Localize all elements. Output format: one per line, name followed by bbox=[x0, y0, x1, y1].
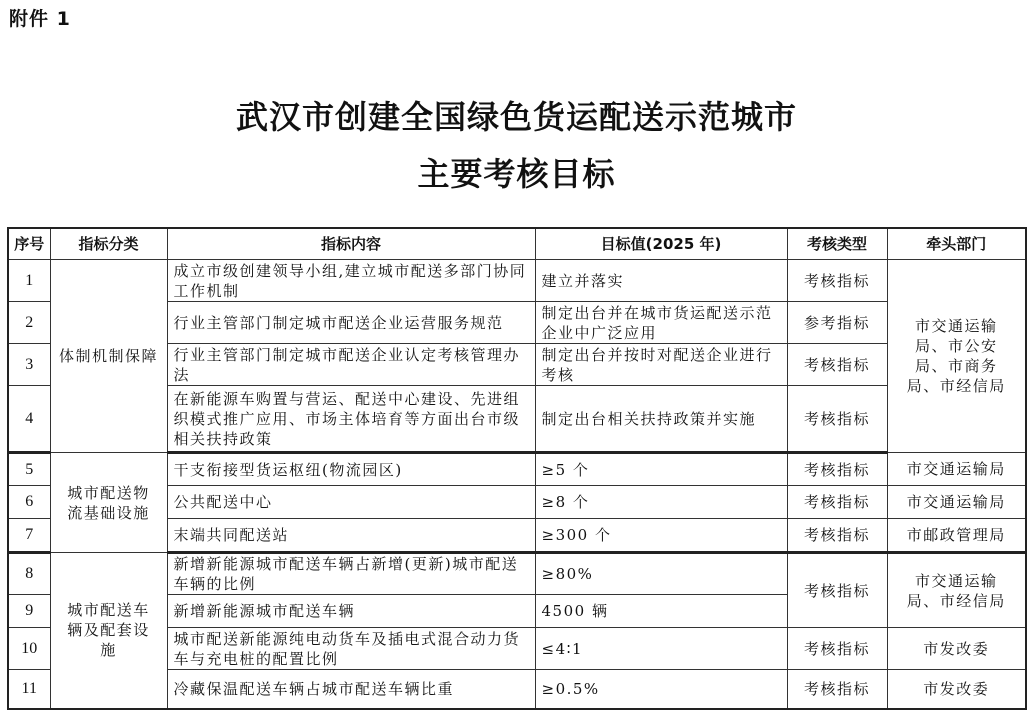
target-cell: 制定出台相关扶持政策并实施 bbox=[535, 386, 787, 453]
document-title: 武汉市创建全国绿色货运配送示范城市 bbox=[235, 98, 797, 136]
row-no: 8 bbox=[8, 553, 50, 595]
row-no: 9 bbox=[8, 595, 50, 628]
row-no: 10 bbox=[8, 628, 50, 670]
content-cell: 新增新能源城市配送车辆 bbox=[167, 595, 535, 628]
department-cell: 市发改委 bbox=[887, 628, 1026, 670]
content-cell: 成立市级创建领导小组,建立城市配送多部门协同工作机制 bbox=[167, 260, 535, 302]
document-subtitle: 主要考核目标 bbox=[417, 155, 616, 193]
type-cell: 考核指标 bbox=[787, 553, 887, 628]
row-no: 7 bbox=[8, 519, 50, 553]
target-cell: ≥8 个 bbox=[535, 486, 787, 519]
row-no: 6 bbox=[8, 486, 50, 519]
category-cell: 城市配送物流基础设施 bbox=[50, 453, 167, 553]
row-no: 4 bbox=[8, 386, 50, 453]
content-cell: 行业主管部门制定城市配送企业运营服务规范 bbox=[167, 302, 535, 344]
assessment-targets-table bbox=[7, 227, 1027, 710]
content-cell: 在新能源车购置与营运、配送中心建设、先进组织模式推广应用、市场主体培育等方面出台市级相关扶持政策 bbox=[167, 386, 535, 453]
header-target: 目标值(2025 年) bbox=[535, 228, 787, 260]
department-cell: 市发改委 bbox=[887, 670, 1026, 709]
table-row bbox=[8, 553, 1026, 595]
header-content: 指标内容 bbox=[167, 228, 535, 260]
department-cell: 市交通运输局 bbox=[887, 453, 1026, 486]
header-department: 牵头部门 bbox=[887, 228, 1026, 260]
target-cell: 4500 辆 bbox=[535, 595, 787, 628]
header-type: 考核类型 bbox=[787, 228, 887, 260]
type-cell: 考核指标 bbox=[787, 344, 887, 386]
department-cell: 市交通运输局、市公安局、市商务局、市经信局 bbox=[887, 260, 1026, 453]
target-cell: ≥5 个 bbox=[535, 453, 787, 486]
table-row bbox=[8, 260, 1026, 302]
target-cell: ≥80% bbox=[535, 553, 787, 595]
target-cell: 建立并落实 bbox=[535, 260, 787, 302]
target-cell: 制定出台并按时对配送企业进行考核 bbox=[535, 344, 787, 386]
table-row bbox=[8, 453, 1026, 486]
type-cell: 考核指标 bbox=[787, 260, 887, 302]
content-cell: 城市配送新能源纯电动货车及插电式混合动力货车与充电桩的配置比例 bbox=[167, 628, 535, 670]
content-cell: 干支衔接型货运枢纽(物流园区) bbox=[167, 453, 535, 486]
type-cell: 考核指标 bbox=[787, 519, 887, 553]
header-no: 序号 bbox=[8, 228, 50, 260]
target-cell: ≥300 个 bbox=[535, 519, 787, 553]
type-cell: 考核指标 bbox=[787, 670, 887, 709]
row-no: 3 bbox=[8, 344, 50, 386]
category-cell: 体制机制保障 bbox=[50, 260, 167, 453]
department-cell: 市交通运输局 bbox=[887, 486, 1026, 519]
content-cell: 行业主管部门制定城市配送企业认定考核管理办法 bbox=[167, 344, 535, 386]
department-cell: 市交通运输局、市经信局 bbox=[887, 553, 1026, 628]
department-cell: 市邮政管理局 bbox=[887, 519, 1026, 553]
content-cell: 新增新能源城市配送车辆占新增(更新)城市配送车辆的比例 bbox=[167, 553, 535, 595]
content-cell: 末端共同配送站 bbox=[167, 519, 535, 553]
header-category: 指标分类 bbox=[50, 228, 167, 260]
category-cell: 城市配送车辆及配套设施 bbox=[50, 553, 167, 709]
row-no: 11 bbox=[8, 670, 50, 709]
row-no: 1 bbox=[8, 260, 50, 302]
attachment-label: 附件 1 bbox=[9, 8, 71, 30]
target-cell: 制定出台并在城市货运配送示范企业中广泛应用 bbox=[535, 302, 787, 344]
target-cell: ≤4∶1 bbox=[535, 628, 787, 670]
content-cell: 公共配送中心 bbox=[167, 486, 535, 519]
type-cell: 考核指标 bbox=[787, 486, 887, 519]
table-header-row bbox=[8, 228, 1026, 260]
row-no: 2 bbox=[8, 302, 50, 344]
content-cell: 冷藏保温配送车辆占城市配送车辆比重 bbox=[167, 670, 535, 709]
type-cell: 考核指标 bbox=[787, 453, 887, 486]
type-cell: 考核指标 bbox=[787, 386, 887, 453]
type-cell: 考核指标 bbox=[787, 628, 887, 670]
target-cell: ≥0.5% bbox=[535, 670, 787, 709]
type-cell: 参考指标 bbox=[787, 302, 887, 344]
row-no: 5 bbox=[8, 453, 50, 486]
